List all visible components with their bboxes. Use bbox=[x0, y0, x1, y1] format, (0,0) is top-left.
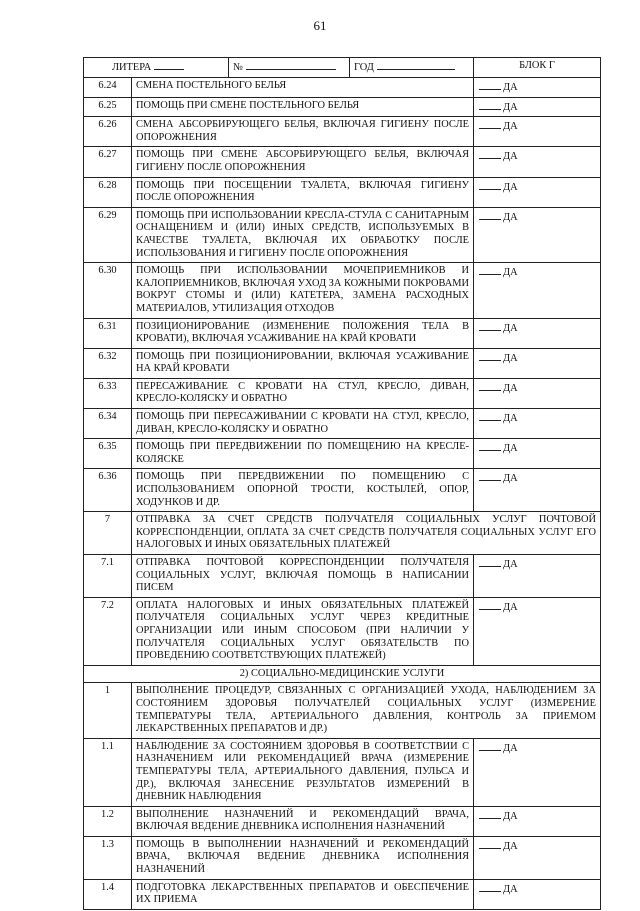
answer-blank[interactable] bbox=[479, 119, 501, 129]
answer-blank[interactable] bbox=[479, 411, 501, 421]
answer-cell[interactable] bbox=[474, 469, 601, 512]
form-header-row bbox=[84, 58, 601, 78]
item-description: ОТПРАВКА ПОЧТОВОЙ КОРРЕСПОНДЕНЦИИ ПОЛУЧАТЕЛЯ СОЦИАЛЬНЫХ УСЛУГ, ВКЛЮЧАЯ ПОМОЩЬ В НАПИСАНИИ ПИСЕМ bbox=[132, 555, 474, 598]
table-row bbox=[84, 555, 601, 598]
item-number: 6.28 bbox=[84, 177, 132, 207]
item-number: 1.3 bbox=[84, 836, 132, 879]
item-number: 6.31 bbox=[84, 318, 132, 348]
item-number: 6.24 bbox=[84, 78, 132, 98]
page-number: 61 bbox=[313, 18, 327, 33]
litera-blank[interactable] bbox=[154, 60, 184, 70]
item-description: ПОДГОТОВКА ЛЕКАРСТВЕННЫХ ПРЕПАРАТОВ И ОБЕСПЕЧЕНИЕ ИХ ПРИЕМА bbox=[132, 879, 474, 909]
answer-cell[interactable] bbox=[474, 147, 601, 177]
answer-yes-label: ДА bbox=[503, 810, 518, 822]
item-number: 1.2 bbox=[84, 806, 132, 836]
answer-cell[interactable] bbox=[474, 879, 601, 909]
answer-blank[interactable] bbox=[479, 882, 501, 892]
answer-cell[interactable] bbox=[474, 348, 601, 378]
answer-yes-label: ДА bbox=[503, 883, 518, 895]
item-description: ВЫПОЛНЕНИЕ ПРОЦЕДУР, СВЯЗАННЫХ С ОРГАНИЗАЦИЕЙ УХОДА, НАБЛЮДЕНИЕМ ЗА СОСТОЯНИЕМ ЗДОРОВЬЯ ПОЛУЧАТЕЛЕЙ СОЦИАЛЬНЫХ УСЛУГ (ИЗМЕРЕНИЕ ТЕМПЕРАТУРЫ ТЕЛА, АРТЕРИАЛЬНОГО ДАВЛЕНИЯ, КОНТРОЛЬ ЗА ПРИЕМОМ ЛЕКАРСТВЕННЫХ ПРЕПАРАТОВ И ДР.) bbox=[132, 683, 601, 738]
item-number: 6.35 bbox=[84, 439, 132, 469]
item-number: 1.1 bbox=[84, 738, 132, 806]
answer-cell[interactable] bbox=[474, 378, 601, 408]
table-row bbox=[84, 738, 601, 806]
table-row bbox=[84, 348, 601, 378]
item-number: 6.32 bbox=[84, 348, 132, 378]
table-row bbox=[84, 409, 601, 439]
item-number: 6.34 bbox=[84, 409, 132, 439]
section-title: 2) СОЦИАЛЬНО-МЕДИЦИНСКИЕ УСЛУГИ bbox=[84, 665, 601, 683]
table-row bbox=[84, 836, 601, 879]
answer-yes-label: ДА bbox=[503, 352, 518, 364]
answer-yes-label: ДА bbox=[503, 267, 518, 279]
item-number: 7.1 bbox=[84, 555, 132, 598]
answer-cell[interactable] bbox=[474, 78, 601, 98]
answer-yes-label: ДА bbox=[503, 443, 518, 455]
answer-blank[interactable] bbox=[479, 741, 501, 751]
item-description: ПОМОЩЬ ПРИ ПЕРЕСАЖИВАНИИ С КРОВАТИ НА СТУЛ, КРЕСЛО, ДИВАН, КРЕСЛО-КОЛЯСКУ И ОБРАТНО bbox=[132, 409, 474, 439]
table-row bbox=[84, 97, 601, 117]
table-row bbox=[84, 207, 601, 262]
answer-blank[interactable] bbox=[479, 351, 501, 361]
table-row bbox=[84, 263, 601, 318]
answer-cell[interactable] bbox=[474, 207, 601, 262]
answer-cell[interactable] bbox=[474, 738, 601, 806]
item-number: 6.29 bbox=[84, 207, 132, 262]
answer-blank[interactable] bbox=[479, 557, 501, 567]
answer-blank[interactable] bbox=[479, 149, 501, 159]
answer-cell[interactable] bbox=[474, 806, 601, 836]
answer-cell[interactable] bbox=[474, 97, 601, 117]
item-number: 7 bbox=[84, 512, 132, 555]
section-header-row bbox=[84, 665, 601, 683]
answer-yes-label: ДА bbox=[503, 121, 518, 133]
item-description: ПОМОЩЬ ПРИ ПЕРЕДВИЖЕНИИ ПО ПОМЕЩЕНИЮ С ИСПОЛЬЗОВАНИЕМ ОПОРНОЙ ТРОСТИ, КОСТЫЛЕЙ, ОПОР, ХОДУНКОВ И ДР. bbox=[132, 469, 474, 512]
answer-yes-label: ДА bbox=[503, 82, 518, 93]
answer-yes-label: ДА bbox=[503, 559, 518, 570]
answer-blank[interactable] bbox=[479, 441, 501, 451]
block-label: БЛОК Г bbox=[474, 58, 601, 78]
answer-blank[interactable] bbox=[479, 381, 501, 391]
item-description: ПОМОЩЬ В ВЫПОЛНЕНИИ НАЗНАЧЕНИЙ И РЕКОМЕНДАЦИЙ ВРАЧА, ВКЛЮЧАЯ ВЕДЕНИЕ ДНЕВНИКА ИСПОЛНЕНИЯ НАЗНАЧЕНИЙ bbox=[132, 836, 474, 879]
table-row bbox=[84, 147, 601, 177]
item-number: 1 bbox=[84, 683, 132, 738]
table-row bbox=[84, 512, 601, 555]
number-field[interactable] bbox=[229, 58, 350, 78]
litera-label: ЛИТЕРА bbox=[112, 62, 152, 73]
item-description: ПОМОЩЬ ПРИ ИСПОЛЬЗОВАНИИ МОЧЕПРИЕМНИКОВ И КАЛОПРИЕМНИКОВ, ВКЛЮЧАЯ УХОД ЗА КОЖНЫМИ ПОКРОВАМИ ВОКРУГ СТОМЫ И (ИЛИ) КАТЕТЕРА, ЗАМЕНА РАСХОДНЫХ МАТЕРИАЛОВ, УТИЛИЗАЦИЯ ОТХОДОВ bbox=[132, 263, 474, 318]
item-number: 6.36 bbox=[84, 469, 132, 512]
table-row bbox=[84, 683, 601, 738]
answer-yes-label: ДА bbox=[503, 742, 518, 754]
year-blank[interactable] bbox=[377, 60, 455, 70]
answer-yes-label: ДА bbox=[503, 413, 518, 425]
item-description: ОПЛАТА НАЛОГОВЫХ И ИНЫХ ОБЯЗАТЕЛЬНЫХ ПЛАТЕЖЕЙ ПОЛУЧАТЕЛЯ СОЦИАЛЬНЫХ УСЛУГ ЧЕРЕЗ КРЕДИТНЫЕ ОРГАНИЗАЦИИ ИЛИ ИНЫМ СПОСОБОМ (ПРИ НАЛИЧИИ У ПОЛУЧАТЕЛЯ СОЦИАЛЬНЫХ УСЛУГ ОБЯЗАТЕЛЬСТВ ПО ПРОВЕДЕНИЮ СООТВЕТСТВУЮЩИХ ПЛАТЕЖЕЙ) bbox=[132, 597, 474, 665]
item-number: 7.2 bbox=[84, 597, 132, 665]
item-number: 6.27 bbox=[84, 147, 132, 177]
table-row bbox=[84, 117, 601, 147]
year-field[interactable] bbox=[350, 58, 474, 78]
item-description: ПОМОЩЬ ПРИ ПЕРЕДВИЖЕНИИ ПО ПОМЕЩЕНИЮ НА КРЕСЛЕ-КОЛЯСКЕ bbox=[132, 439, 474, 469]
answer-blank[interactable] bbox=[479, 180, 501, 190]
answer-blank[interactable] bbox=[479, 600, 501, 610]
item-description: ПОМОЩЬ ПРИ ПОЗИЦИОНИРОВАНИИ, ВКЛЮЧАЯ УСАЖИВАНИЕ НА КРАЙ КРОВАТИ bbox=[132, 348, 474, 378]
answer-blank[interactable] bbox=[479, 839, 501, 849]
answer-blank[interactable] bbox=[479, 265, 501, 275]
services-form-table bbox=[83, 57, 601, 910]
answer-cell[interactable] bbox=[474, 409, 601, 439]
answer-cell[interactable] bbox=[474, 836, 601, 879]
table-row bbox=[84, 597, 601, 665]
item-description: ПОМОЩЬ ПРИ СМЕНЕ ПОСТЕЛЬНОГО БЕЛЬЯ bbox=[132, 97, 474, 117]
item-description: НАБЛЮДЕНИЕ ЗА СОСТОЯНИЕМ ЗДОРОВЬЯ В СООТВЕТСТВИИ С НАЗНАЧЕНИЕМ ИЛИ РЕКОМЕНДАЦИЕЙ ВРАЧА (ИЗМЕРЕНИЕ ТЕМПЕРАТУРЫ ТЕЛА, АРТЕРИАЛЬНОГО ДАВЛЕНИЯ, ПУЛЬСА И ДР.), ВКЛЮЧАЯ ЗАНЕСЕНИЕ РЕЗУЛЬТАТОВ ИЗМЕРЕНИЙ В ДНЕВНИК НАБЛЮДЕНИЯ bbox=[132, 738, 474, 806]
answer-blank[interactable] bbox=[479, 210, 501, 220]
answer-blank[interactable] bbox=[479, 100, 501, 110]
table-row bbox=[84, 879, 601, 909]
litera-field[interactable] bbox=[84, 58, 229, 78]
item-description: ПОМОЩЬ ПРИ ПОСЕЩЕНИИ ТУАЛЕТА, ВКЛЮЧАЯ ГИГИЕНУ ПОСЛЕ ОПОРОЖНЕНИЯ bbox=[132, 177, 474, 207]
table-row bbox=[84, 78, 601, 98]
answer-cell[interactable] bbox=[474, 177, 601, 207]
number-blank[interactable] bbox=[246, 60, 336, 70]
answer-blank[interactable] bbox=[479, 321, 501, 331]
item-number: 1.4 bbox=[84, 879, 132, 909]
item-description: ВЫПОЛНЕНИЕ НАЗНАЧЕНИЙ И РЕКОМЕНДАЦИЙ ВРАЧА, ВКЛЮЧАЯ ВЕДЕНИЕ ДНЕВНИКА ИСПОЛНЕНИЯ НАЗНАЧЕНИЙ bbox=[132, 806, 474, 836]
answer-blank[interactable] bbox=[479, 80, 501, 90]
item-description: ПЕРЕСАЖИВАНИЕ С КРОВАТИ НА СТУЛ, КРЕСЛО, ДИВАН, КРЕСЛО-КОЛЯСКУ И ОБРАТНО bbox=[132, 378, 474, 408]
answer-yes-label: ДА bbox=[503, 181, 518, 193]
answer-blank[interactable] bbox=[479, 471, 501, 481]
answer-yes-label: ДА bbox=[503, 473, 518, 485]
answer-yes-label: ДА bbox=[503, 382, 518, 394]
item-number: 6.26 bbox=[84, 117, 132, 147]
item-number: 6.30 bbox=[84, 263, 132, 318]
item-description: СМЕНА ПОСТЕЛЬНОГО БЕЛЬЯ bbox=[132, 78, 474, 98]
answer-yes-label: ДА bbox=[503, 101, 518, 113]
answer-yes-label: ДА bbox=[503, 151, 518, 163]
answer-cell[interactable] bbox=[474, 439, 601, 469]
answer-cell[interactable] bbox=[474, 555, 601, 598]
item-description: ПОЗИЦИОНИРОВАНИЕ (ИЗМЕНЕНИЕ ПОЛОЖЕНИЯ ТЕЛА В КРОВАТИ), ВКЛЮЧАЯ УСАЖИВАНИЕ НА КРАЙ КРОВАТИ bbox=[132, 318, 474, 348]
table-row bbox=[84, 439, 601, 469]
number-label: № bbox=[233, 62, 243, 73]
item-number: 6.25 bbox=[84, 97, 132, 117]
table-row bbox=[84, 318, 601, 348]
item-description: СМЕНА АБСОРБИРУЮЩЕГО БЕЛЬЯ, ВКЛЮЧАЯ ГИГИЕНУ ПОСЛЕ ОПОРОЖНЕНИЯ bbox=[132, 117, 474, 147]
table-row bbox=[84, 806, 601, 836]
answer-cell[interactable] bbox=[474, 117, 601, 147]
answer-yes-label: ДА bbox=[503, 322, 518, 334]
answer-yes-label: ДА bbox=[503, 601, 518, 613]
answer-cell[interactable] bbox=[474, 263, 601, 318]
item-description: ПОМОЩЬ ПРИ СМЕНЕ АБСОРБИРУЮЩЕГО БЕЛЬЯ, ВКЛЮЧАЯ ГИГИЕНУ ПОСЛЕ ОПОРОЖНЕНИЯ bbox=[132, 147, 474, 177]
table-row bbox=[84, 469, 601, 512]
year-label: ГОД bbox=[354, 62, 374, 73]
item-description: ПОМОЩЬ ПРИ ИСПОЛЬЗОВАНИИ КРЕСЛА-СТУЛА С САНИТАРНЫМ ОСНАЩЕНИЕМ И (ИЛИ) ИНЫХ СРЕДСТВ, ИСПОЛЬЗУЕМЫХ В КАЧЕСТВЕ ТУАЛЕТА, ВКЛЮЧАЯ ИХ ОБРАБОТКУ ПОСЛЕ ИСПОЛЬЗОВАНИЯ И ГИГИЕНУ ПОСЛЕ ОПОРОЖНЕНИЯ bbox=[132, 207, 474, 262]
table-row bbox=[84, 177, 601, 207]
answer-cell[interactable] bbox=[474, 597, 601, 665]
item-description: ОТПРАВКА ЗА СЧЕТ СРЕДСТВ ПОЛУЧАТЕЛЯ СОЦИАЛЬНЫХ УСЛУГ ПОЧТОВОЙ КОРРЕСПОНДЕНЦИИ, ОПЛАТА ЗА СЧЕТ СРЕДСТВ ПОЛУЧАТЕЛЯ СОЦИАЛЬНЫХ УСЛУГ ЕГО НАЛОГОВЫХ И ИНЫХ ОБЯЗАТЕЛЬНЫХ ПЛАТЕЖЕЙ bbox=[132, 512, 601, 555]
answer-cell[interactable] bbox=[474, 318, 601, 348]
answer-yes-label: ДА bbox=[503, 211, 518, 223]
table-row bbox=[84, 378, 601, 408]
answer-yes-label: ДА bbox=[503, 840, 518, 852]
answer-blank[interactable] bbox=[479, 809, 501, 819]
item-number: 6.33 bbox=[84, 378, 132, 408]
